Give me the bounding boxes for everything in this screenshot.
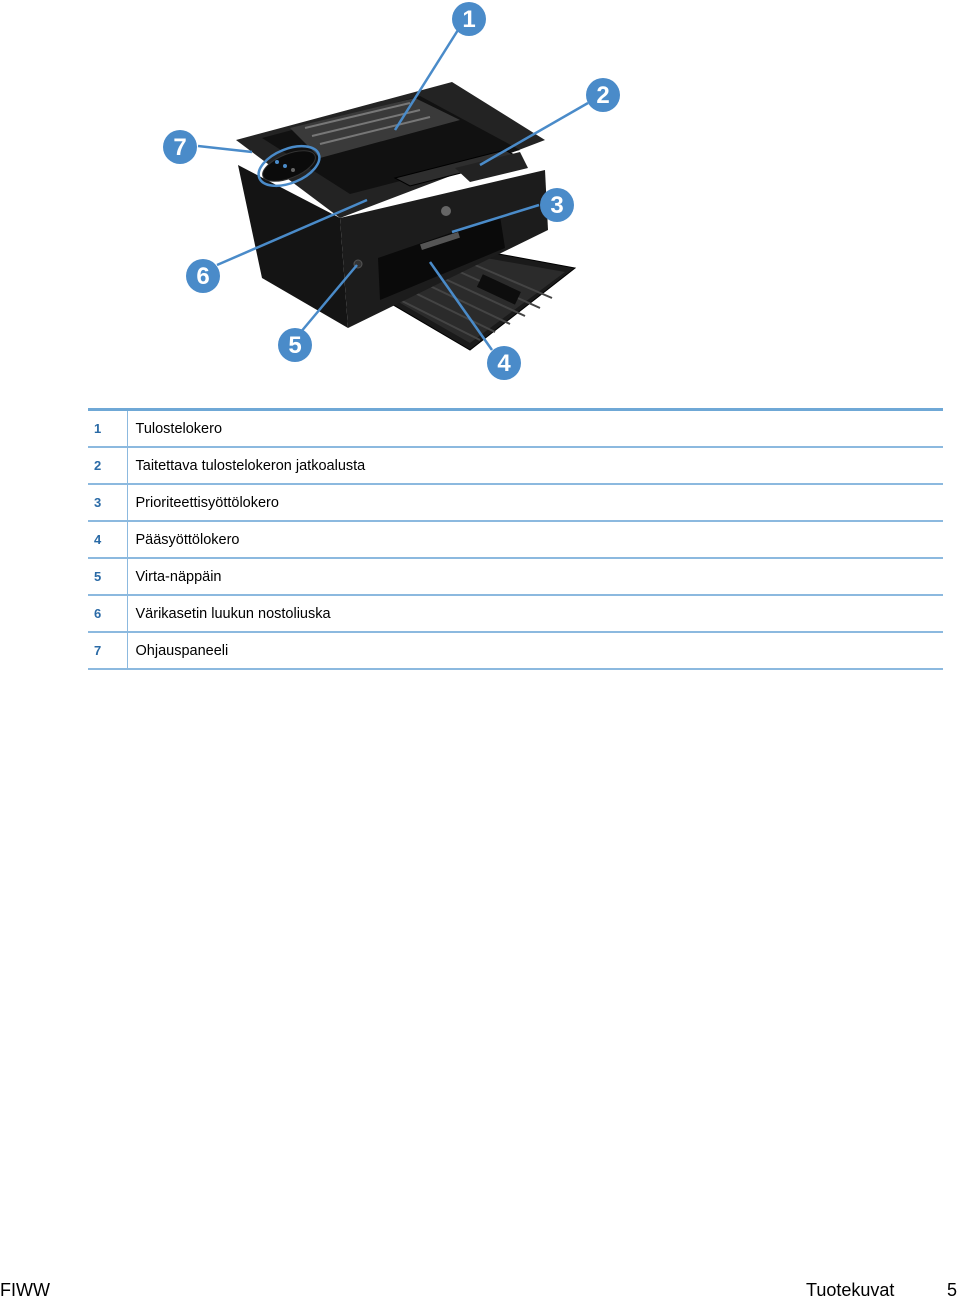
callout-1	[452, 2, 486, 36]
legend-number: 2	[88, 447, 127, 484]
svg-text:7: 7	[173, 134, 187, 161]
svg-text:1: 1	[462, 6, 476, 33]
legend-table	[88, 408, 943, 670]
printer-figure	[0, 0, 960, 400]
footer-locale: FIWW	[0, 1280, 50, 1300]
legend-number: 7	[88, 632, 127, 669]
table-row	[88, 558, 943, 595]
svg-text:6: 6	[196, 263, 210, 290]
table-row	[88, 595, 943, 632]
legend-number: 4	[88, 521, 127, 558]
callout-5	[278, 328, 312, 362]
legend-text: Taitettava tulostelokeron jatkoalusta	[127, 447, 943, 484]
callout-7	[163, 130, 197, 164]
svg-text:3: 3	[550, 192, 564, 219]
callout-3	[540, 188, 574, 222]
svg-text:4: 4	[497, 350, 511, 377]
callout-4	[487, 346, 521, 380]
printer-illustration	[236, 82, 575, 350]
legend-number: 3	[88, 484, 127, 521]
svg-text:5: 5	[288, 332, 302, 359]
svg-text:2: 2	[596, 82, 610, 109]
legend-text: Ohjauspaneeli	[127, 632, 943, 669]
table-row	[88, 410, 943, 448]
footer-section-title: Tuotekuvat	[806, 1280, 895, 1300]
table-row	[88, 447, 943, 484]
callout-6	[186, 259, 220, 293]
table-row	[88, 632, 943, 669]
page-number: 5	[947, 1280, 958, 1300]
table-row	[88, 521, 943, 558]
legend-number: 5	[88, 558, 127, 595]
legend-text: Pääsyöttölokero	[127, 521, 943, 558]
legend-number: 6	[88, 595, 127, 632]
legend-text: Tulostelokero	[127, 410, 943, 448]
legend-text: Prioriteettisyöttölokero	[127, 484, 943, 521]
legend-text: Värikasetin luukun nostoliuska	[127, 595, 943, 632]
legend-text: Virta-näppäin	[127, 558, 943, 595]
table-row	[88, 484, 943, 521]
callout-2	[586, 78, 620, 112]
legend-number: 1	[88, 410, 127, 448]
